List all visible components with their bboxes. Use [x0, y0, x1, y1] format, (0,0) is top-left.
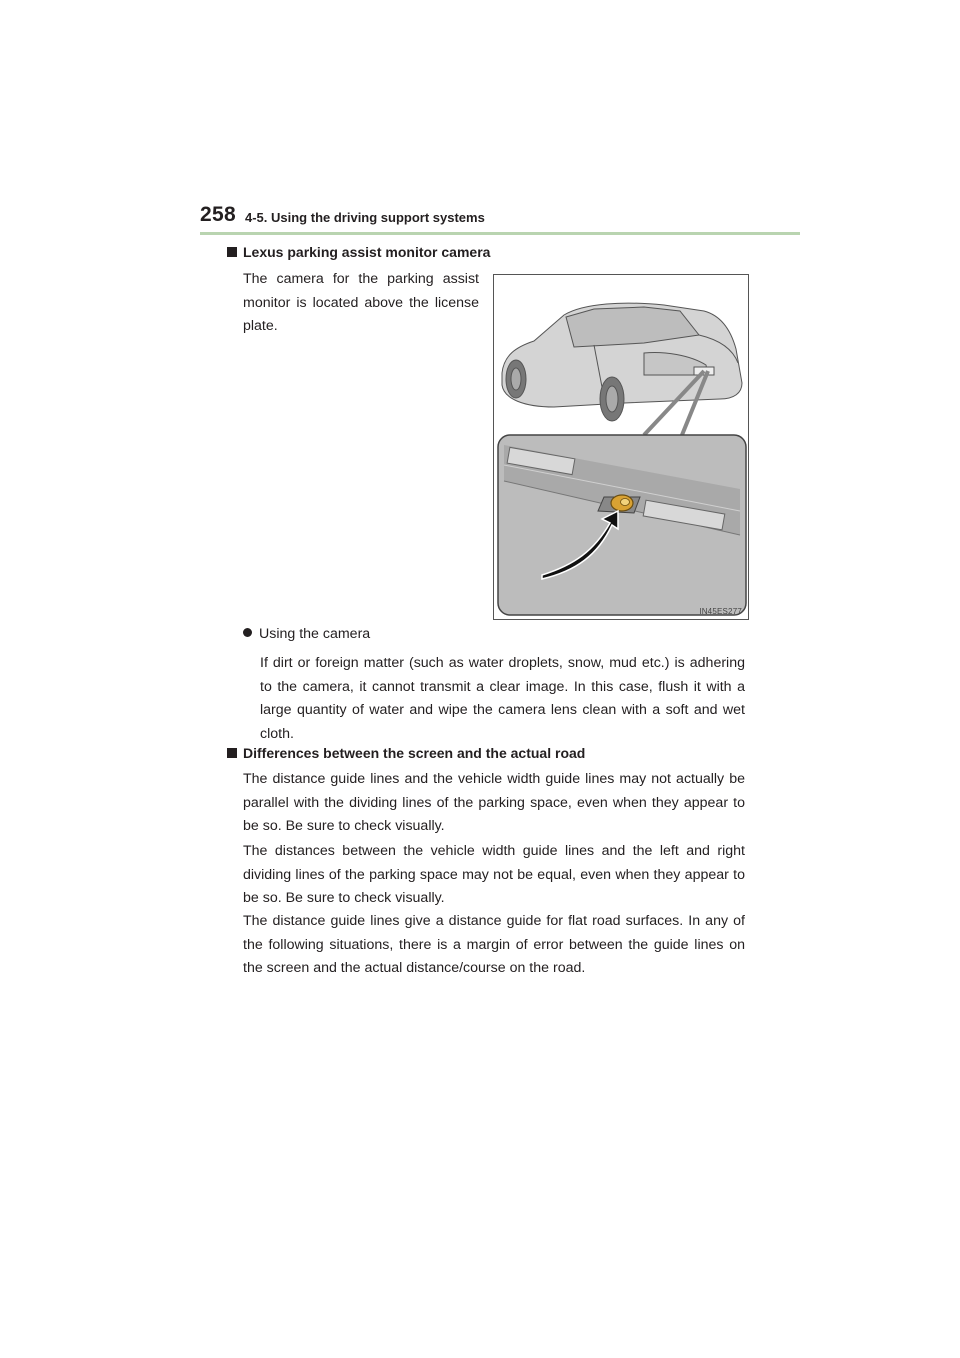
zoom-panel [498, 435, 746, 615]
intro-paragraph: The camera for the parking assist monitor is located above the license plate. [243, 271, 479, 334]
square-bullet-icon [227, 748, 237, 758]
page-number: 258 [200, 203, 236, 226]
chapter-title: 4-5. Using the driving support systems [245, 210, 485, 225]
camera-location-figure [493, 274, 749, 620]
square-bullet-icon [227, 247, 237, 257]
section-heading-differences: Differences between the screen and the actual road [227, 745, 585, 761]
bullet-paragraph: If dirt or foreign matter (such as water droplets, snow, mud etc.) is adhering to the camera, it cannot transmit a clear image. In this case, flush it with a large quantity of water and wipe the camera lens clean with a soft and wet cloth. [260, 655, 745, 742]
paragraph-2: The distances between the vehicle width guide lines and the left and right dividing lines of the parking space may not be equal, even when they appear to be so. Be sure to check visually. [243, 843, 745, 906]
paragraph-3: The distance guide lines give a distance guide for flat road surfaces. In any of the following situations, there is a margin of error between the guide lines on the screen and the actual distance/course on the road. [243, 913, 745, 976]
car-icon [502, 303, 742, 421]
section-heading-camera: Lexus parking assist monitor camera [227, 244, 490, 260]
header-rule [200, 232, 800, 235]
car-rear-illustration [494, 275, 749, 620]
figure-code: IN45ES277 [699, 607, 742, 616]
camera-icon [598, 495, 640, 513]
paragraph-1: The distance guide lines and the vehicle width guide lines may not actually be parallel with the dividing lines of the parking space, even when they appear to be so. Be sure to check visually. [243, 771, 745, 834]
page-header [200, 203, 800, 235]
bullet-using-camera: Using the camera [243, 626, 370, 642]
round-bullet-icon [243, 628, 252, 637]
